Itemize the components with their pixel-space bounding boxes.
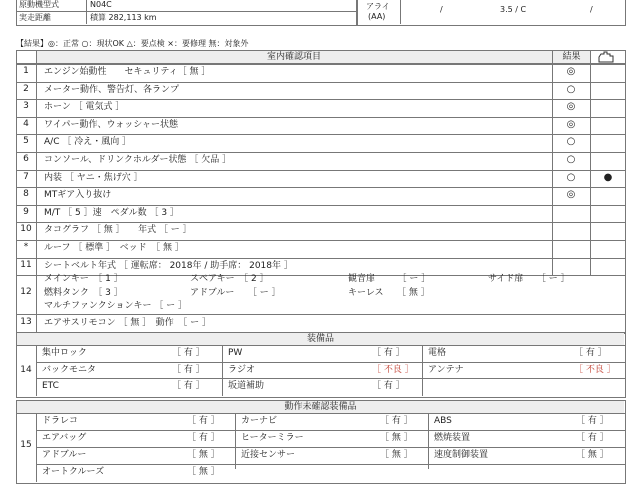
row-divider: [16, 64, 625, 65]
row-divider: [16, 117, 625, 118]
unverified-name: 近接センサー: [241, 450, 296, 460]
result-mark: ◎: [566, 118, 576, 130]
row-number: 3: [23, 101, 29, 112]
note-column-line: [590, 51, 591, 275]
row-divider: [16, 258, 625, 259]
equipment-value: ［ 有 ］: [172, 381, 205, 391]
hand-icon: [596, 50, 616, 64]
equipment-value: ［ 有 ］: [372, 348, 405, 358]
equipment-name: 坂道補助: [228, 381, 265, 391]
equipment-value: ［ 有 ］: [172, 364, 205, 375]
equipment-name: アンテナ: [428, 364, 464, 375]
equipment-name: ラジオ: [228, 364, 256, 375]
unverified-value: ［ 無 ］: [380, 450, 413, 460]
check-item-label: 内装 ［ ヤニ・焦げ穴 ］: [44, 172, 143, 183]
equipment-name: 集中ロック: [42, 348, 87, 358]
row-divider: [16, 413, 625, 414]
unverified-name: ヒーターミラー: [241, 433, 304, 443]
equipment-value: ［ 有 ］: [574, 348, 607, 358]
row-number: 6: [23, 154, 29, 164]
row-number: *: [23, 242, 29, 252]
unverified-name: 速度制御装置: [434, 450, 489, 460]
alignment-label: アライ: [366, 2, 390, 11]
equipment-name: バックモニタ: [42, 364, 97, 375]
mileage-label: 実走距離: [19, 13, 51, 22]
fuel-tank: 燃料タンク ［ 3 ］: [44, 288, 123, 298]
check-item-label: ルーフ ［ 標準 ］ ベッド ［ 無 ］: [44, 243, 184, 253]
check-item-label: ホーン ［ 電気式 ］: [44, 102, 125, 113]
check-item-label: シートベルト年式 ［ 運転席： 2018年 / 助手席： 2018年 ］: [44, 260, 293, 271]
unverified-value: ［ 無 ］: [576, 450, 609, 460]
check-item-label: A/C ［ 冷え・風向 ］: [44, 137, 132, 148]
row-number: 5: [23, 136, 29, 147]
result-mark: ◎: [566, 189, 576, 201]
unverified-name: オートクルーズ: [42, 467, 105, 477]
col-line: [235, 413, 236, 469]
equipment-title: 装備品: [17, 333, 624, 345]
row-divider: [16, 152, 625, 153]
equipment-number: 14: [20, 365, 32, 375]
spare-key: スペアキー ［ 2 ］: [190, 274, 269, 284]
result-mark: ○: [566, 154, 576, 165]
unverified-name: ABS: [434, 416, 452, 426]
unverified-title: 動作未確認装備品: [17, 401, 624, 413]
row-divider: [16, 82, 625, 83]
row-divider: [16, 240, 625, 241]
note-mark: ●: [603, 171, 613, 183]
check-item-label: M/T ［ 5 ］速 ペダル数 ［ 3 ］: [44, 207, 179, 218]
unverified-value: ［ 無 ］: [380, 433, 413, 443]
unverified-name: カーナビ: [241, 416, 278, 426]
alignment-sub: (AA): [368, 12, 386, 21]
unverified-value: ［ 有 ］: [187, 433, 220, 443]
alignment-box: [356, 0, 626, 26]
check-item-label: ワイパー動作、ウォッシャー状態: [44, 119, 179, 130]
unverified-name: エアバッグ: [42, 433, 87, 443]
side-door: サイド扉 ［ ー ］: [488, 274, 570, 284]
engine-type-value: N04C: [90, 0, 112, 9]
unverified-number: 15: [20, 440, 32, 450]
result-mark: ○: [566, 136, 576, 148]
result-mark: ○: [566, 171, 576, 183]
check-item-label: MTギア入り抜け: [44, 190, 112, 201]
row-divider: [16, 187, 625, 188]
row-number: 8: [23, 189, 29, 200]
row-number: 4: [23, 118, 29, 129]
check-section-title: 室内確認項目: [36, 51, 552, 63]
unverified-name: 燃焼装置: [434, 433, 471, 443]
air-suspension-remote: エアサスリモコン ［ 無 ］ 動作 ［ ー ］: [44, 318, 211, 328]
unverified-name: アドブルー: [42, 450, 87, 460]
result-header: 結果: [553, 51, 590, 63]
result-column-line: [552, 51, 553, 275]
kannon-door: 観音扉 ［ ー ］: [348, 274, 431, 284]
num-column-line: [36, 51, 37, 332]
result-mark: ◎: [566, 101, 576, 113]
main-key: メインキー ［ 1 ］: [44, 274, 123, 284]
header-row-divider: [16, 11, 356, 12]
equipment-value: ［ 有 ］: [372, 381, 405, 391]
equipment-value: ［ 不良 ］: [372, 364, 414, 375]
row-number: 7: [23, 171, 29, 182]
col-line: [422, 345, 423, 396]
equipment-value: ［ 不良 ］: [574, 364, 616, 375]
unverified-value: ［ 有 ］: [576, 416, 609, 426]
col-line: [222, 345, 223, 396]
result-mark: ◎: [566, 66, 576, 77]
unverified-value: ［ 有 ］: [576, 433, 609, 443]
check-item-label: メーター動作、警告灯、各ランプ: [44, 84, 180, 95]
header-table: [16, 0, 358, 26]
check-item-label: コンソール、ドリンクホルダー状態 ［ 欠品 ］: [44, 155, 232, 165]
result-legend: 【結果】◎：正常 ○：現状OK △：要点検 ×：要修理 無：対象外: [16, 39, 249, 48]
row-divider: [16, 99, 625, 100]
equipment-name: 電格: [428, 348, 447, 358]
header-divider: [86, 0, 87, 24]
keyless: キーレス ［ 無 ］: [348, 288, 430, 298]
unverified-value: ［ 有 ］: [187, 416, 220, 426]
row-number: 13: [20, 317, 32, 327]
row-number: 2: [23, 83, 29, 94]
row-divider: [16, 134, 625, 135]
unverified-value: ［ 無 ］: [187, 467, 220, 477]
equipment-value: ［ 有 ］: [172, 348, 205, 358]
row-divider: [16, 222, 625, 223]
row-number: 11: [20, 259, 32, 270]
alignment-value: 3.5 / C: [500, 5, 527, 14]
result-mark: ○: [566, 83, 576, 95]
row-number: 10: [20, 224, 32, 235]
alignment-mark-2: /: [590, 5, 593, 14]
adblue: アドブルー ［ ー ］: [190, 288, 281, 298]
row-divider: [16, 205, 625, 206]
row-divider: [36, 464, 625, 465]
equipment-name: ETC: [42, 381, 59, 391]
row-divider: [36, 362, 625, 363]
engine-type-label: 原動機型式: [19, 0, 59, 9]
check-item-label: タコグラフ ［ 無 ］ 年式 ［ ー ］: [44, 225, 192, 236]
unverified-value: ［ 無 ］: [187, 450, 220, 460]
row-number: 9: [23, 206, 29, 217]
alignment-mark-1: /: [440, 5, 443, 14]
mileage-value: 積算 282,113 km: [90, 13, 157, 22]
unverified-name: ドラレコ: [42, 416, 79, 426]
row-divider: [36, 447, 625, 448]
row-divider: [16, 170, 625, 171]
title-divider: [16, 63, 625, 64]
row-number: 1: [23, 66, 29, 76]
row-number: 12: [20, 287, 32, 297]
multi-function-key: マルチファンクションキー ［ ー ］: [44, 301, 188, 311]
equipment-name: PW: [228, 348, 243, 358]
row-divider: [16, 345, 625, 346]
row-divider: [36, 378, 625, 379]
row-divider: [36, 430, 625, 431]
unverified-value: ［ 有 ］: [380, 416, 413, 426]
col-line: [36, 345, 37, 396]
check-item-label: エンジン始動性 セキュリティ［ 無 ］: [44, 67, 211, 77]
col-line: [428, 413, 429, 469]
